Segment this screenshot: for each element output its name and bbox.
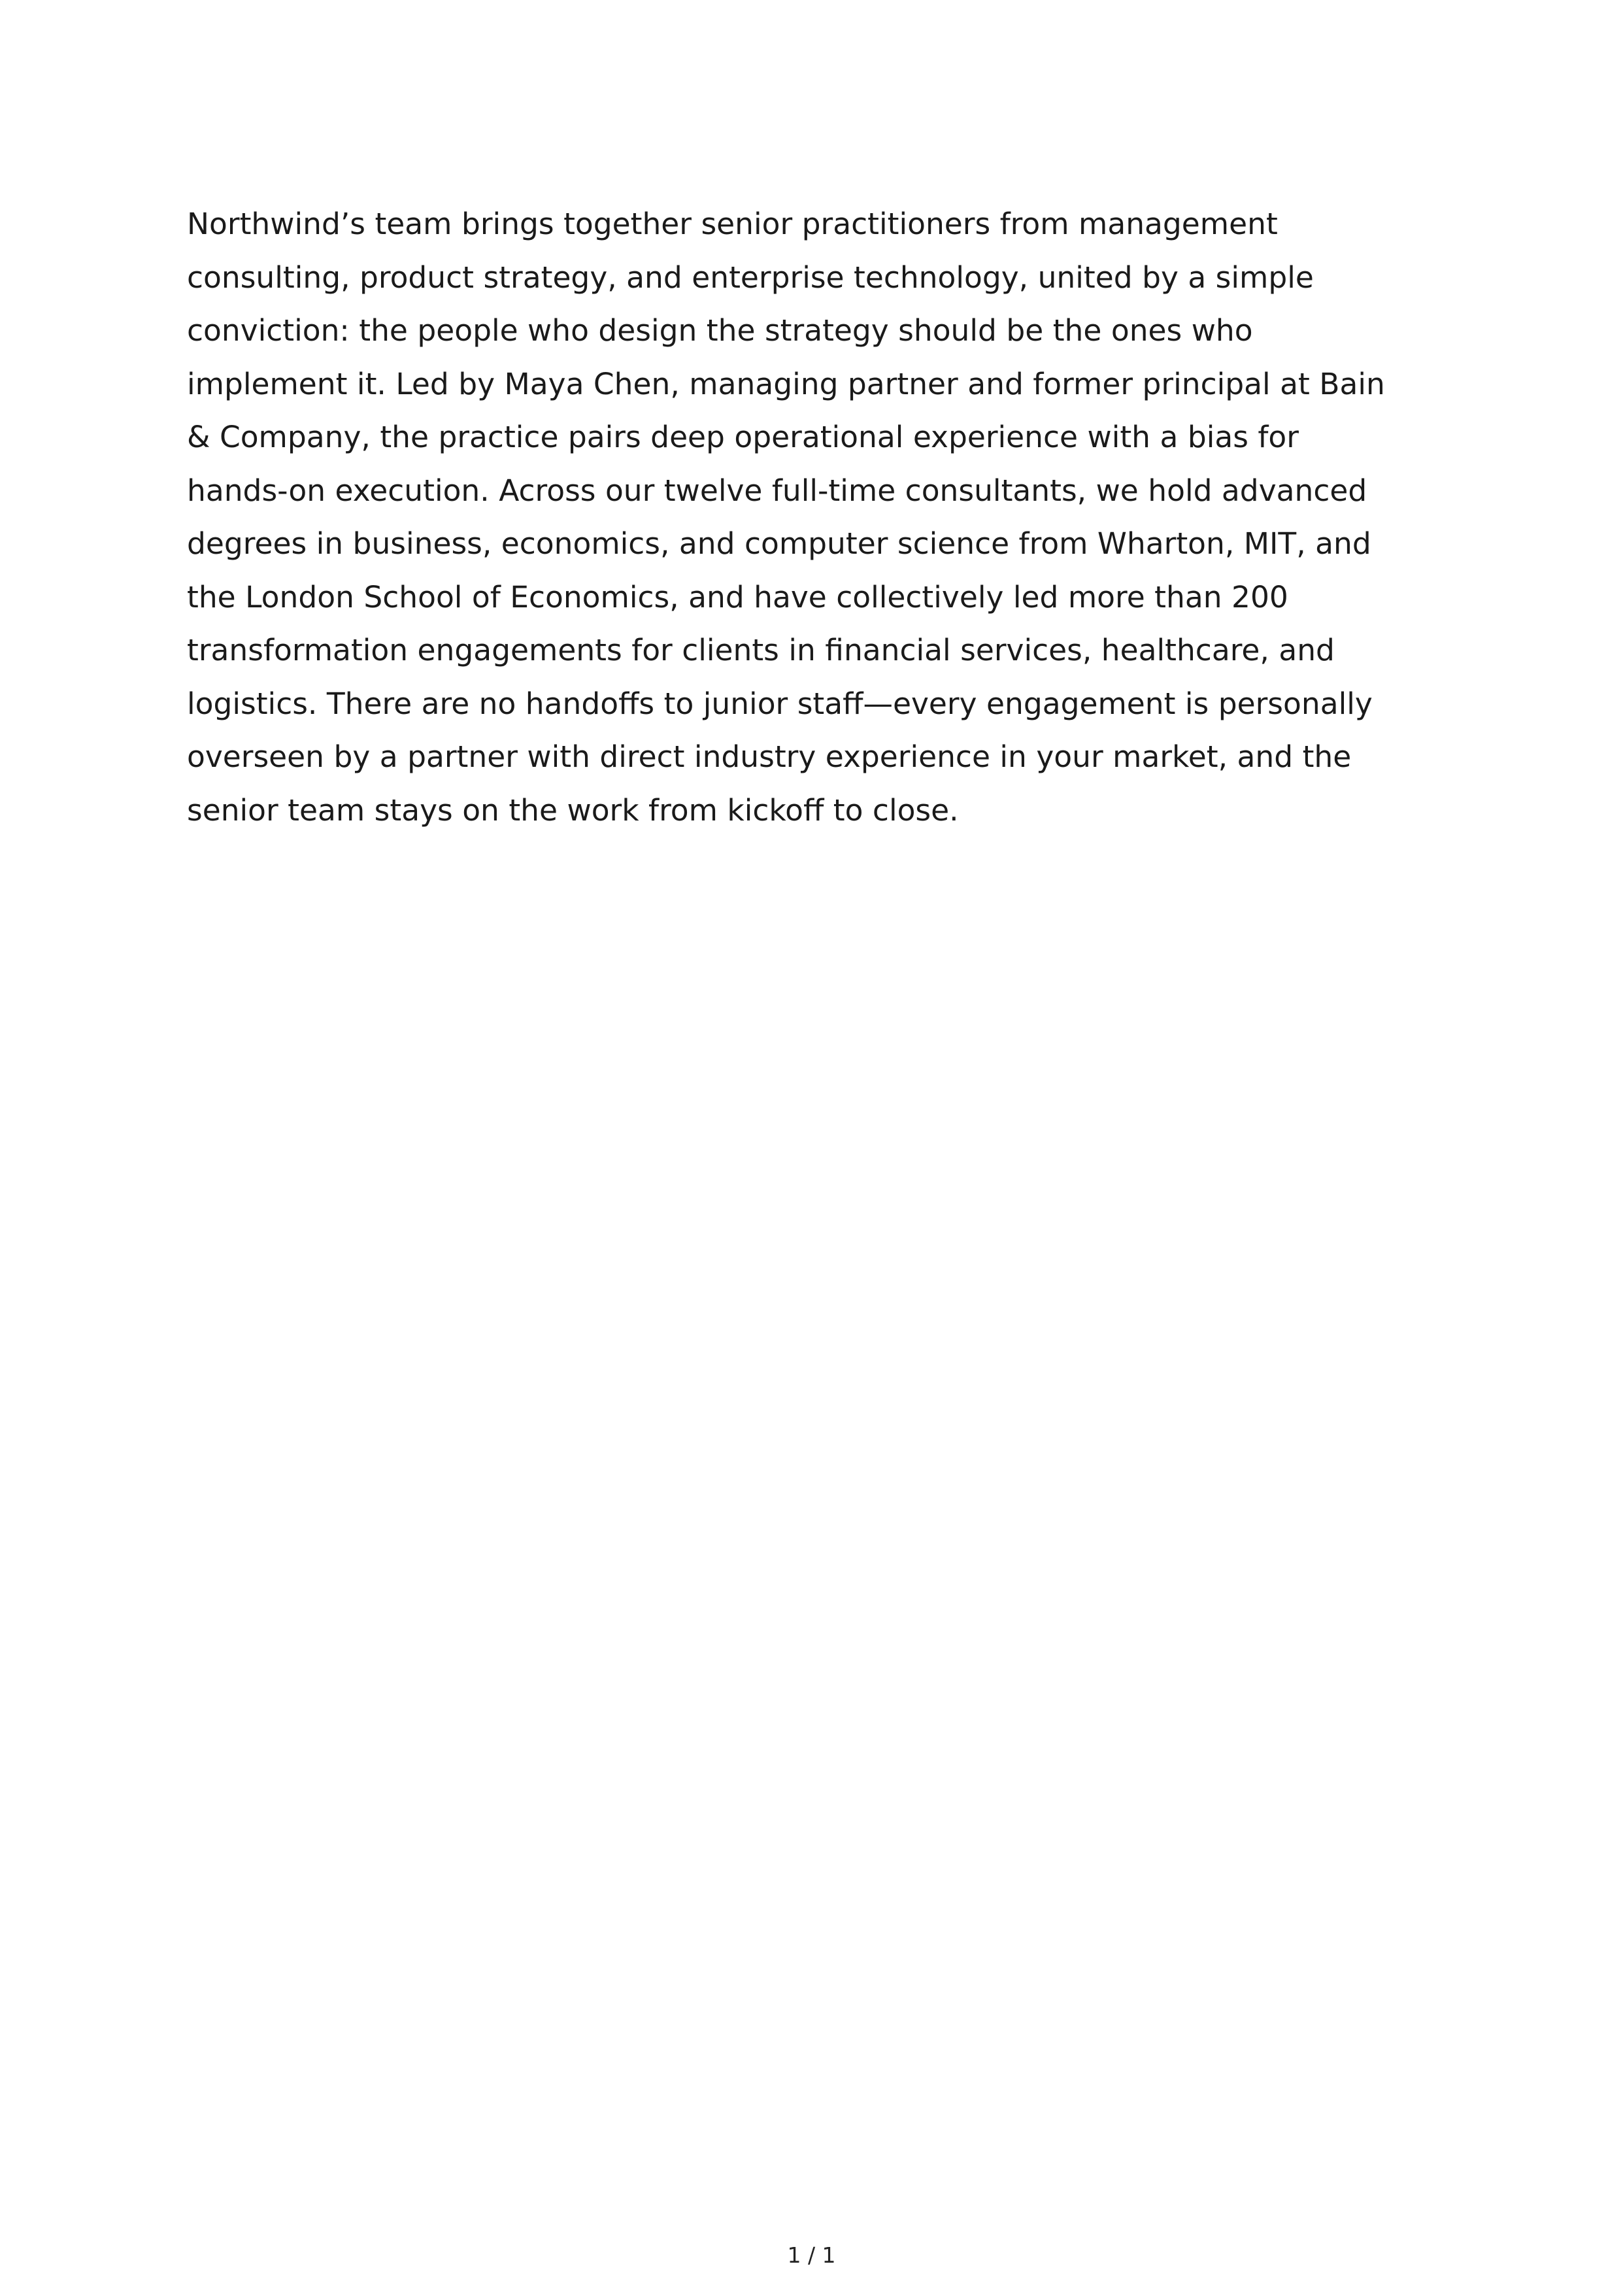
page-number: 1 / 1 (787, 2242, 836, 2268)
body-paragraph: Northwind’s team brings together senior practitioners from management consulting, product strategy, and enterprise technology, united by a simple conviction: the people who design the strategy should be the ones who implement it. Led by Maya Chen, managing partner and former principal at Bain & Company, the practice pairs deep operational experience with a bias for hands-on execution. Across our twelve full-time consultants, we hold advanced degrees in business, economics, and computer science from Wharton, MIT, and the London School of Economics, and have collectively led more than 200 transformation engagements for clients in financial services, healthcare, and logistics. There are no handoffs to junior staff—every engagement is personally overseen by a partner with direct industry experience in your market, and the senior team stays on the work from kickoff to close. (187, 207, 1385, 828)
